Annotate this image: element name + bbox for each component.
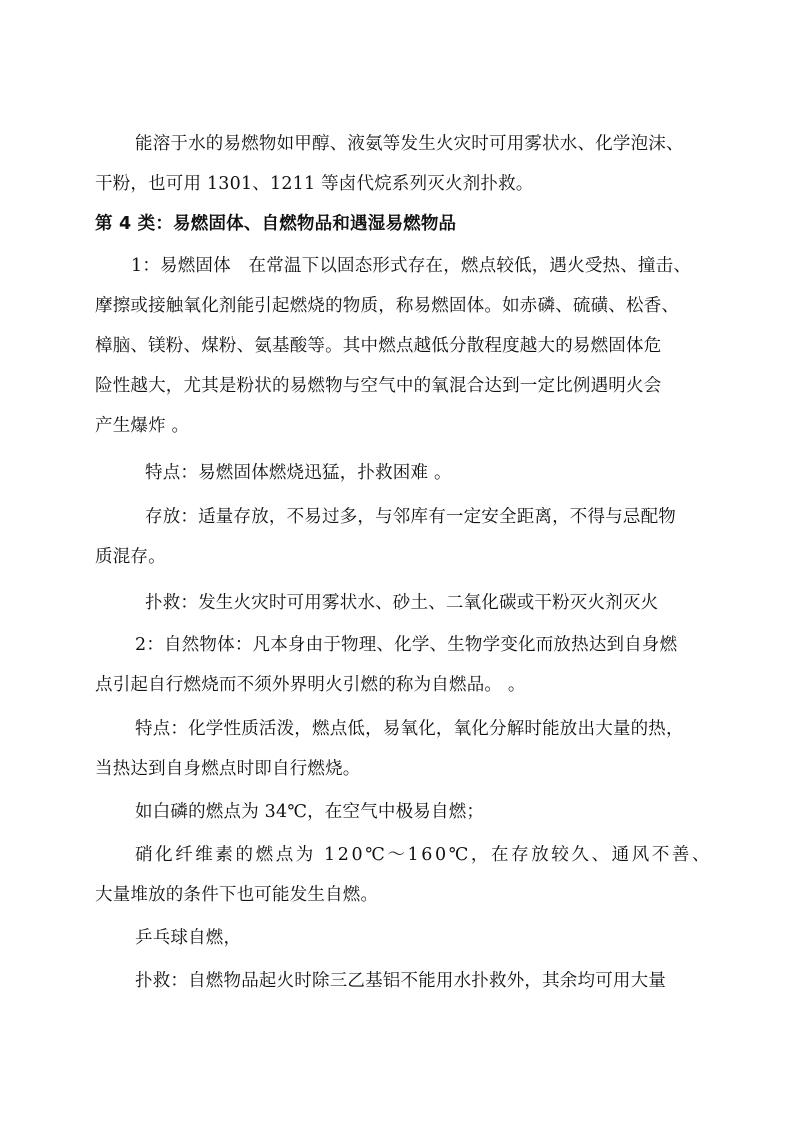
paragraph-line: 存放：适量存放，不易过多，与邻库有一定安全距离，不得与忌配物 — [145, 507, 676, 527]
paragraph-line: 如白磷的燃点为 34℃，在空气中极易自燃； — [135, 802, 485, 822]
paragraph-line: 产生爆炸 。 — [95, 416, 190, 436]
paragraph-line: 特点：易燃固体燃烧迅猛，扑救困难 。 — [145, 463, 452, 483]
paragraph-line: 质混存。 — [95, 547, 166, 567]
section-heading: 第 4 类：易燃固体、自燃物品和遇湿易燃物品 — [95, 214, 457, 234]
paragraph-line: 点引起自行燃烧而不须外界明火引燃的称为自燃品。 。 — [95, 675, 526, 695]
paragraph-line: 乒乓球自燃， — [135, 928, 242, 948]
paragraph-line: 险性越大，尤其是粉状的易燃物与空气中的氧混合达到一定比例遇明火会 — [95, 376, 662, 396]
paragraph-line: 能溶于水的易燃物如甲醇、液氨等发生火灾时可用雾状水、化学泡沫、 — [135, 134, 684, 154]
paragraph-line: 扑救：自燃物品起火时除三乙基铝不能用水扑救外，其余均可用大量 — [135, 971, 666, 991]
paragraph-line: 当热达到自身燃点时即自行燃烧。 — [95, 759, 361, 779]
paragraph-line: 扑救：发生火灾时可用雾状水、砂土、二氧化碳或干粉灭火剂灭火 — [145, 593, 659, 613]
paragraph-line: 樟脑、镁粉、煤粉、氨基酸等。其中燃点越低分散程度越大的易燃固体危 — [95, 336, 662, 356]
paragraph-line: 摩擦或接触氧化剂能引起燃烧的物质，称易燃固体。如赤磷、硫磺、松香、 — [95, 296, 680, 316]
paragraph-line: 硝化纤维素的燃点为 120℃～160℃，在存放较久、通风不善、 — [135, 845, 713, 865]
paragraph-line: 大量堆放的条件下也可能发生自燃。 — [95, 885, 379, 905]
paragraph-line: 1：易燃固体 在常温下以固态形式存在，燃点较低，遇火受热、撞击、 — [131, 256, 692, 276]
paragraph-line: 干粉，也可用 1301、1211 等卤代烷系列灭火剂扑救。 — [95, 174, 534, 194]
paragraph-line: 2：自然物体：凡本身由于物理、化学、生物学变化而放热达到自身燃 — [135, 635, 678, 655]
paragraph-line: 特点：化学性质活泼，燃点低，易氧化，氧化分解时能放出大量的热， — [135, 719, 684, 739]
